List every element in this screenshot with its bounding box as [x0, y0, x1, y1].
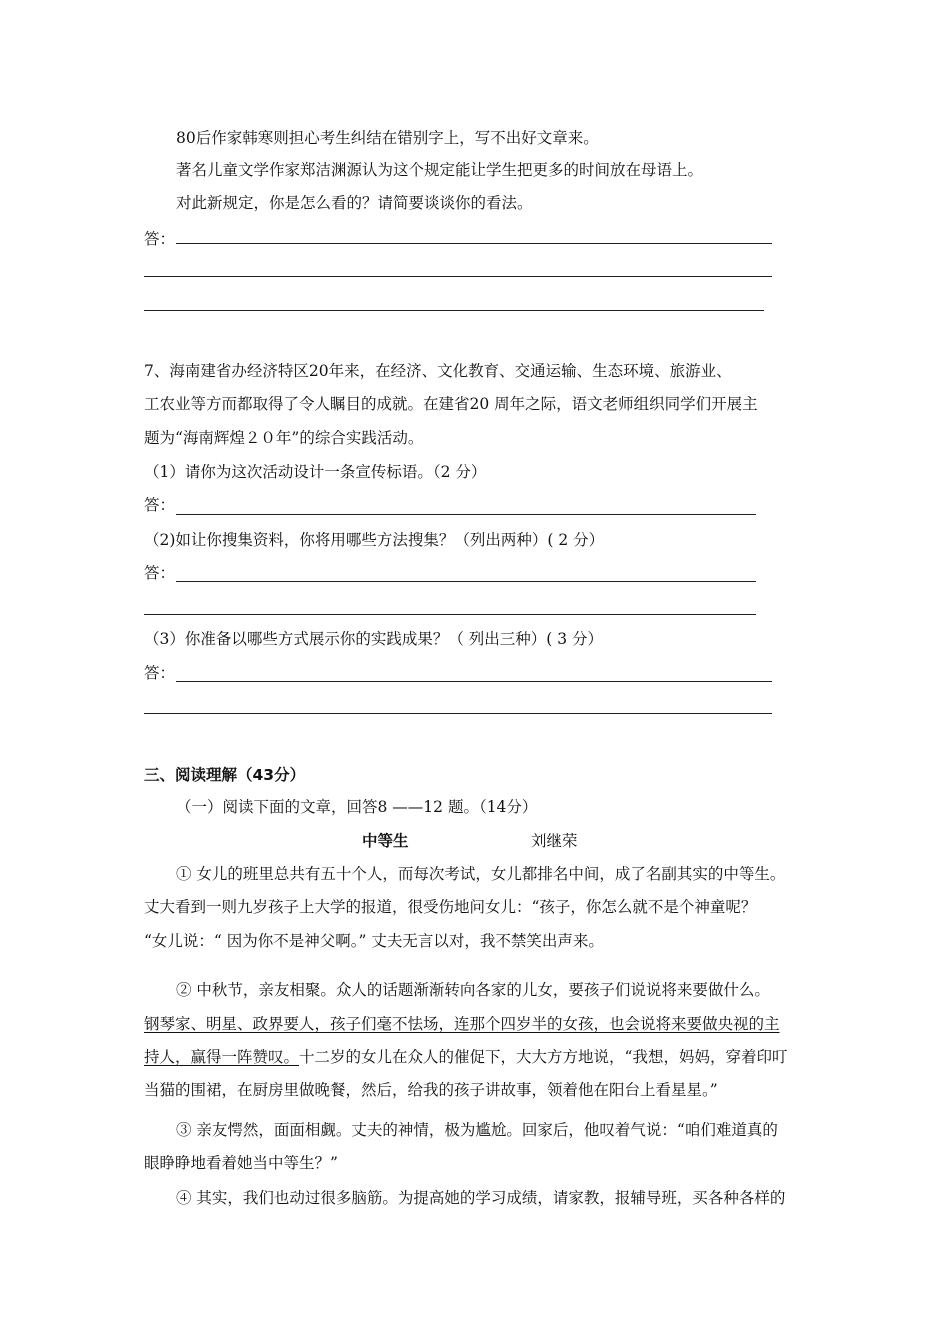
article-p2-line-4: 当猫的围裙，在厨房里做晚餐，然后，给我的孩子讲故事，领着他在阳台上看星星。”: [144, 1081, 718, 1099]
q6-line-3: 对此新规定，你是怎么看的？请简要谈谈你的看法。: [176, 194, 533, 212]
article-title: 中等生: [362, 832, 409, 850]
article-p3-line-1: ③ 亲友愕然，面面相觑。丈夫的神情，极为尴尬。回家后，他叹着气说：“咱们难道真的: [176, 1121, 778, 1139]
section-sub-heading: （一）阅读下面的文章，回答8 ——12 题。（14分）: [176, 798, 538, 816]
q6-answer-line-1[interactable]: [176, 243, 772, 244]
q6-answer-label: 答：: [144, 230, 176, 248]
article-p1-line-3: “女儿说：“ 因为你不是神父啊。” 丈夫无言以对，我不禁笑出声来。: [144, 932, 604, 950]
article-p3-line-2: 眼睁睁地看着她当中等生？”: [144, 1154, 338, 1172]
article-p4-line-1: ④ 其实，我们也动过很多脑筋。为提高她的学习成绩，请家教，报辅导班，买各种各样的: [176, 1189, 786, 1207]
q7-line-3: 题为“海南辉煌２０年”的综合实践活动。: [144, 429, 424, 447]
q6-line-1: 80后作家韩寒则担心考生纠结在错别字上，写不出好文章来。: [176, 129, 599, 147]
q7-sub3: （3）你准备以哪些方式展示你的实践成果？（ 列出三种）( 3 分）: [144, 630, 604, 648]
q7-line-1: 7、海南建省办经济特区20年来，在经济、文化教育、交通运输、生态环境、旅游业、: [144, 362, 732, 380]
q7-sub3-answer-label: 答：: [144, 664, 176, 682]
article-p2-underlined-end: 持人，赢得一阵赞叹。: [144, 1048, 300, 1066]
q6-answer-line-3[interactable]: [144, 310, 764, 311]
article-p2-line-3-rest: 十二岁的女儿在众人的催促下，大大方方地说，“我想，妈妈，穿着印叮: [299, 1048, 788, 1066]
section-heading: 三、阅读理解（43分）: [144, 766, 306, 784]
q7-sub1-answer-line[interactable]: [176, 514, 756, 515]
q7-sub1-answer-label: 答：: [144, 496, 176, 514]
q7-sub1: （1）请你为这次活动设计一条宣传标语。（2 分）: [144, 463, 487, 481]
article-p2-line-1: ② 中秋节，亲友相聚。众人的话题渐渐转向各家的儿女，要孩子们说说将来要做什么。: [176, 981, 770, 999]
q7-sub2-answer-line-1[interactable]: [176, 581, 756, 582]
q7-sub3-answer-line-1[interactable]: [176, 681, 772, 682]
q7-sub2-answer-label: 答：: [144, 564, 176, 582]
article-p2-line-2-underlined: 钢琴家、明星、政界要人，孩子们毫不怯场，连那个四岁半的女孩，也会说将来要做央视的主: [144, 1015, 780, 1033]
q7-line-2: 工农业等方而都取得了令人瞩目的成就。在建省20 周年之际，语文老师组织同学们开展主: [144, 395, 758, 413]
q6-line-2: 著名儿童文学作家郑洁渊源认为这个规定能让学生把更多的时间放在母语上。: [176, 161, 704, 179]
article-p1-line-1: ① 女儿的班里总共有五十个人，而每次考试，女儿都排名中间，成了名副其实的中等生。: [176, 865, 786, 883]
q7-sub2-answer-line-2[interactable]: [144, 614, 756, 615]
q7-sub3-answer-line-2[interactable]: [144, 713, 772, 714]
q7-sub2: （2)如让你搜集资料，你将用哪些方法搜集？（列出两种）( 2 分）: [144, 531, 605, 549]
article-p1-line-2: 丈大看到一则九岁孩子上大学的报道，很受伤地问女儿：“孩子，你怎么就不是个神童呢？: [144, 898, 757, 916]
article-author: 刘继荣: [531, 832, 578, 850]
q6-answer-line-2[interactable]: [144, 276, 772, 277]
article-p2-line-3: [144, 1047, 787, 1067]
